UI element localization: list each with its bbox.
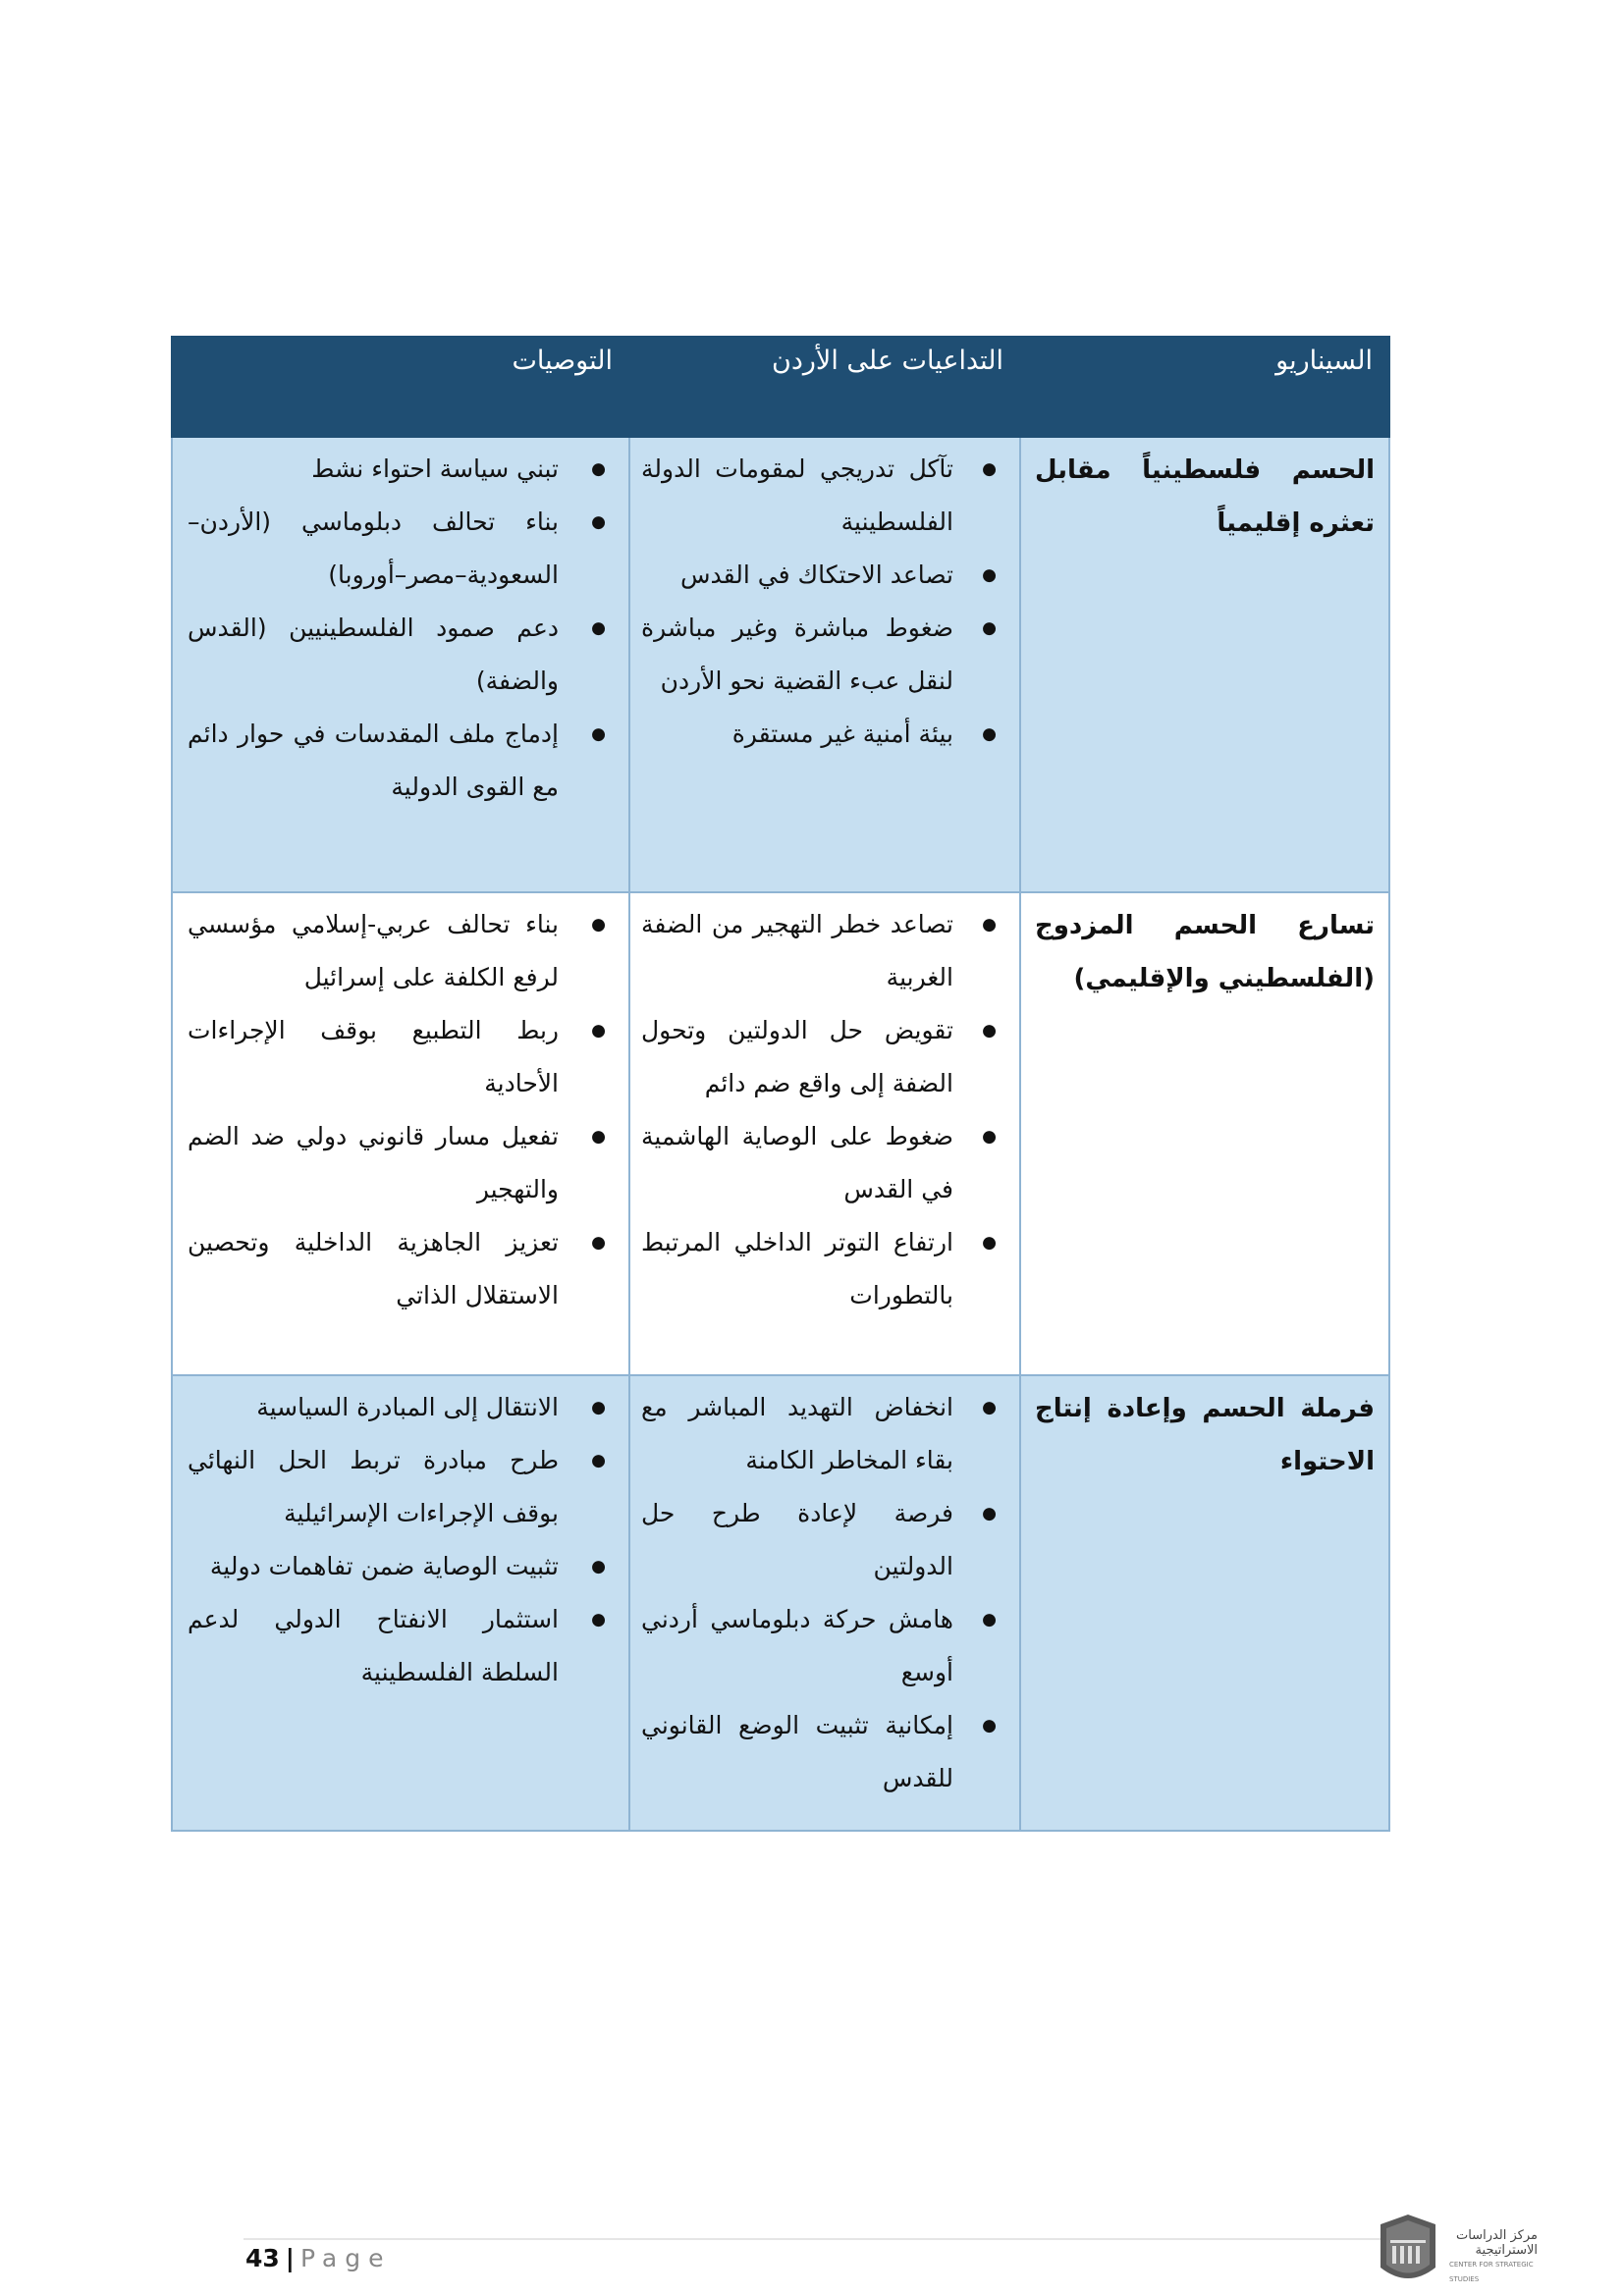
list-item: ● ضغوط على الوصاية الهاشمية في القدس (631, 1110, 1018, 1216)
list-item: ● تصاعد خطر التهجير من الضفة الغربية (631, 898, 1018, 1004)
list-item: ● هامش حركة دبلوماسي أردني أوسع (631, 1593, 1018, 1699)
list-item: ● إمكانية تثبيت الوضع القانوني للقدس (631, 1699, 1018, 1805)
list-item: ● ضغوط مباشرة وغير مباشرة لنقل عبء القضية نحو الأردن (631, 602, 1018, 708)
list-item: ● تعزيز الجاهزية الداخلية وتحصين الاستقلال الذاتي (174, 1216, 627, 1322)
effects-list (631, 439, 1018, 761)
table-row (172, 1375, 1389, 1831)
list-item: ● تآكل تدريجي لمقومات الدولة الفلسطينية (631, 443, 1018, 549)
scenario-cell: تسارع الحسم المزدوج (الفلسطيني والإقليمي) (1020, 892, 1389, 1375)
list-item: ● استثمار الانفتاح الدولي لدعم السلطة الفلسطينية (174, 1593, 627, 1699)
list-item: ● إدماج ملف المقدسات في حوار دائم مع القوى الدولية (174, 708, 627, 814)
table-row (172, 437, 1389, 892)
page-separator: | (285, 2244, 295, 2272)
list-item: ● تصاعد الاحتكاك في القدس (631, 549, 1018, 602)
scenarios-table-container (171, 336, 1388, 1832)
header-recommendations: التوصيات (172, 337, 629, 437)
recommendations-cell (172, 892, 629, 1375)
recommendations-cell (172, 437, 629, 892)
list-item: ● الانتقال إلى المبادرة السياسية (174, 1381, 627, 1434)
table-header-row (172, 337, 1389, 437)
logo-name-en: CENTER FOR STRATEGIC STUDIES (1449, 2261, 1534, 2283)
effects-list (631, 894, 1018, 1322)
recommendations-cell (172, 1375, 629, 1831)
list-item: ● انخفاض التهديد المباشر مع بقاء المخاطر الكامنة (631, 1381, 1018, 1487)
recommendations-list (174, 1377, 627, 1699)
list-item: ● تبني سياسة احتواء نشط (174, 443, 627, 496)
header-effects: التداعيات على الأردن (629, 337, 1020, 437)
list-item: ● ارتفاع التوتر الداخلي المرتبط بالتطورات (631, 1216, 1018, 1322)
effects-list (631, 1377, 1018, 1805)
table-row (172, 892, 1389, 1375)
scenario-cell: فرملة الحسم وإعادة إنتاج الاحتواء (1020, 1375, 1389, 1831)
list-item: ● تفعيل مسار قانوني دولي ضد الضم والتهجير (174, 1110, 627, 1216)
effects-cell (629, 892, 1020, 1375)
effects-cell (629, 1375, 1020, 1831)
footer-divider (244, 2238, 1382, 2240)
list-item: ● دعم صمود الفلسطينيين (القدس والضفة) (174, 602, 627, 708)
scenario-cell: الحسم فلسطينياً مقابل تعثره إقليمياً (1020, 437, 1389, 892)
scenarios-table (171, 336, 1390, 1832)
logo-name-line1: مركز الدراسات (1455, 2228, 1538, 2243)
effects-cell (629, 437, 1020, 892)
list-item: ● تقويض حل الدولتين وتحول الضفة إلى واقع ضم دائم (631, 1004, 1018, 1110)
recommendations-list (174, 894, 627, 1322)
list-item: ● ربط التطبيع بوقف الإجراءات الأحادية (174, 1004, 627, 1110)
page-number (245, 2244, 391, 2272)
center-logo-text (1449, 2228, 1538, 2287)
header-scenario: السيناريو (1020, 337, 1389, 437)
page-number-value: 43 (245, 2244, 280, 2272)
list-item: ● بناء تحالف دبلوماسي (الأردن–السعودية–مصر–أوروبا) (174, 496, 627, 602)
list-item: ● بناء تحالف عربي-إسلامي مؤسسي لرفع الكلفة على إسرائيل (174, 898, 627, 1004)
page-word: Page (299, 2244, 392, 2272)
list-item: ● فرصة لإعادة طرح حل الدولتين (631, 1487, 1018, 1593)
logo-name-line2: الاستراتيجية (1475, 2243, 1538, 2258)
list-item: ● طرح مبادرة تربط الحل النهائي بوقف الإجراءات الإسرائيلية (174, 1434, 627, 1540)
list-item: ● تثبيت الوصاية ضمن تفاهمات دولية (174, 1540, 627, 1593)
recommendations-list (174, 439, 627, 814)
list-item: ● بيئة أمنية غير مستقرة (631, 708, 1018, 761)
